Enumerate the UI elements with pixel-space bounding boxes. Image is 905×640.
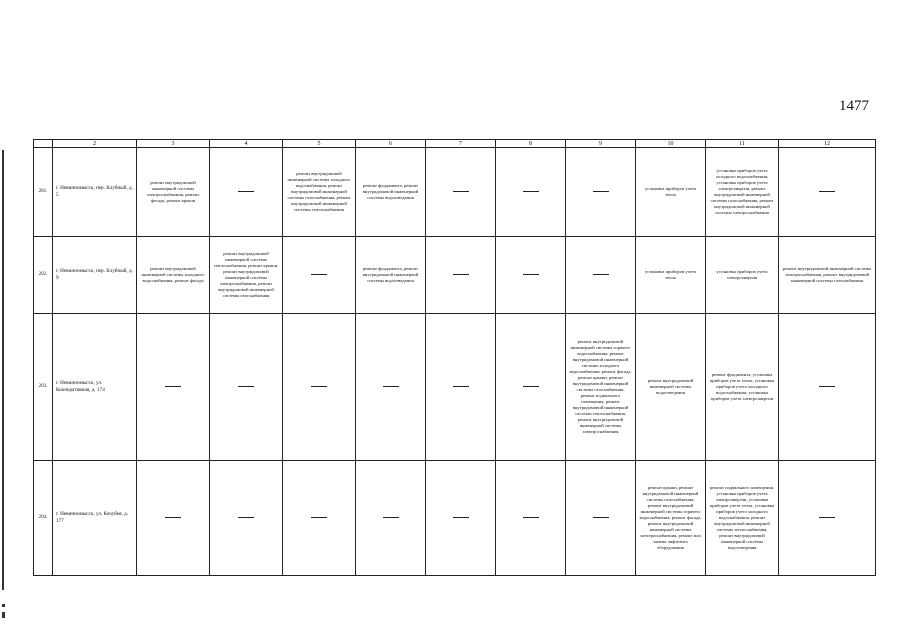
dash-mark (593, 517, 609, 518)
column-header: 12 (779, 140, 876, 148)
dash-mark (453, 191, 469, 192)
dash-mark (523, 517, 539, 518)
dash-mark (523, 386, 539, 387)
row-number: 201. (34, 148, 53, 237)
header-row (34, 140, 876, 148)
column-header: 4 (210, 140, 283, 148)
row-number: 203. (34, 314, 53, 461)
cell-empty-dash (210, 314, 283, 461)
cell-empty-dash (137, 314, 210, 461)
dash-mark (238, 517, 254, 518)
row-address: г. Невинномысск, ул. Кочубея, д. 177 (53, 461, 137, 576)
cell-c3: ремонт внутридомовой инженерной системы электроснабжения, ремонт фасада, ремонт крыши (137, 148, 210, 237)
dash-mark (165, 386, 181, 387)
dash-mark (238, 191, 254, 192)
margin-mark (2, 612, 5, 618)
dash-mark (523, 274, 539, 275)
cell-empty-dash (210, 148, 283, 237)
cell-c6: ремонт фундамента, ремонт внутридомовой инженерной системы водоотведения (356, 148, 426, 237)
row-number: 202. (34, 237, 53, 314)
dash-mark (311, 386, 327, 387)
table-row (34, 461, 876, 576)
cell-empty-dash (356, 314, 426, 461)
cell-empty-dash (496, 237, 566, 314)
page-number: 1477 (839, 98, 869, 114)
cell-c9: ремонт внутридомовой инженерной системы горячего водоснабжения, ремонт внутридомовой инженерной системы холодного водоснабжения, ремонт фасада, ремонт крыши, ремонт внутридомовой инженерной системы газоснабжения, ремонт подвального помещения, ремонт внутридомовой инженерной системы теплоснабжения, ремонт внутридомовой инженерной системы электроснабжения (566, 314, 636, 461)
dash-mark (819, 517, 835, 518)
dash-mark (453, 517, 469, 518)
cell-c3: ремонт внутридомовой инженерной системы холодного водоснабжения, ремонт фасада (137, 237, 210, 314)
dash-mark (165, 517, 181, 518)
column-header: 3 (137, 140, 210, 148)
column-header: 5 (283, 140, 356, 148)
dash-mark (383, 517, 399, 518)
cell-c12: ремонт внутридомовой инженерной системы электроснабжения, ремонт внутридомовой инженерной системы газоснабжения (779, 237, 876, 314)
cell-empty-dash (566, 461, 636, 576)
cell-empty-dash (426, 461, 496, 576)
cell-empty-dash (283, 314, 356, 461)
cell-empty-dash (426, 148, 496, 237)
cell-empty-dash (779, 314, 876, 461)
row-number: 204. (34, 461, 53, 576)
dash-mark (383, 386, 399, 387)
cell-c6: ремонт фундамента, ремонт внутридомовой инженерной системы водоотведения (356, 237, 426, 314)
cell-c10: ремонт крыши, ремонт внутридомовой инженерной системы газоснабжения, ремонт внутридомовой инженерной системы горячего водоснабжения, ремонт фасада, ремонт внутридомовой инженерной системы электроснабжения, ремонт или замена лифтового оборудования (636, 461, 706, 576)
cell-empty-dash (210, 461, 283, 576)
dash-mark (453, 386, 469, 387)
column-header: 2 (53, 140, 137, 148)
table-row (34, 148, 876, 237)
row-address: г. Невинномысск, пер. Клубный, д. 9 (53, 237, 137, 314)
row-address: г. Невинномысск, пер. Клубный, д. 5 (53, 148, 137, 237)
column-header: 9 (566, 140, 636, 148)
dash-mark (311, 517, 327, 518)
cell-empty-dash (426, 314, 496, 461)
cell-c11: ремонт подвального помещения, установка приборов учета электроэнергии, установка приборов учета тепла, установка приборов учета холодного водоснабжения, ремонт внутридомовой инженерной системы теплоснабжения, ремонт внутридомовой инженерной системы водоотведения (706, 461, 779, 576)
column-header: 10 (636, 140, 706, 148)
dash-mark (819, 191, 835, 192)
cell-empty-dash (426, 237, 496, 314)
dash-mark (593, 191, 609, 192)
column-header: 6 (356, 140, 426, 148)
cell-empty-dash (137, 461, 210, 576)
cell-c10: установка приборов учета тепла (636, 237, 706, 314)
cell-empty-dash (779, 148, 876, 237)
cell-empty-dash (496, 461, 566, 576)
dash-mark (238, 386, 254, 387)
cell-empty-dash (356, 461, 426, 576)
table-row (34, 237, 876, 314)
cell-empty-dash (566, 237, 636, 314)
repair-schedule-table (33, 139, 876, 576)
cell-c5: ремонт внутридомовой инженерной системы холодного водоснабжения, ремонт внутридомовой инженерной системы газоснабжения, ремонт внутридомовой инженерной системы теплоснабжения (283, 148, 356, 237)
margin-mark (2, 604, 5, 607)
cell-c11: ремонт фундамента, установка приборов учета тепла, установка приборов учета холодного водоснабжения, установка приборов учета электроэнергии (706, 314, 779, 461)
row-address: г. Невинномысск, ул. Кооперативная, д. 174 (53, 314, 137, 461)
cell-c10: установка приборов учета тепла (636, 148, 706, 237)
cell-empty-dash (496, 314, 566, 461)
cell-c11: установка приборов учета электроэнергии (706, 237, 779, 314)
cell-empty-dash (283, 461, 356, 576)
cell-empty-dash (496, 148, 566, 237)
dash-mark (819, 386, 835, 387)
dash-mark (311, 274, 327, 275)
column-header: 7 (426, 140, 496, 148)
cell-c11: установка приборов учета холодного водоснабжения, установка приборов учета электроэнергии, ремонт внутридомовой инженерной системы газоснабжения, ремонт внутридомовой инженерной системы электроснабжения (706, 148, 779, 237)
margin-line (2, 150, 4, 590)
column-header: 11 (706, 140, 779, 148)
cell-c4: ремонт внутридомовой инженерной системы теплоснабжения, ремонт крыши, ремонт внутридомовой инженерной системы электроснабжения, ремонт внутридомовой инженерной системы газоснабжения (210, 237, 283, 314)
dash-mark (593, 274, 609, 275)
cell-empty-dash (566, 148, 636, 237)
table-row (34, 314, 876, 461)
dash-mark (453, 274, 469, 275)
column-header: 8 (496, 140, 566, 148)
dash-mark (523, 191, 539, 192)
column-header (34, 140, 53, 148)
cell-c10: ремонт внутридомовой инженерной системы водоотведения (636, 314, 706, 461)
cell-empty-dash (779, 461, 876, 576)
cell-empty-dash (283, 237, 356, 314)
